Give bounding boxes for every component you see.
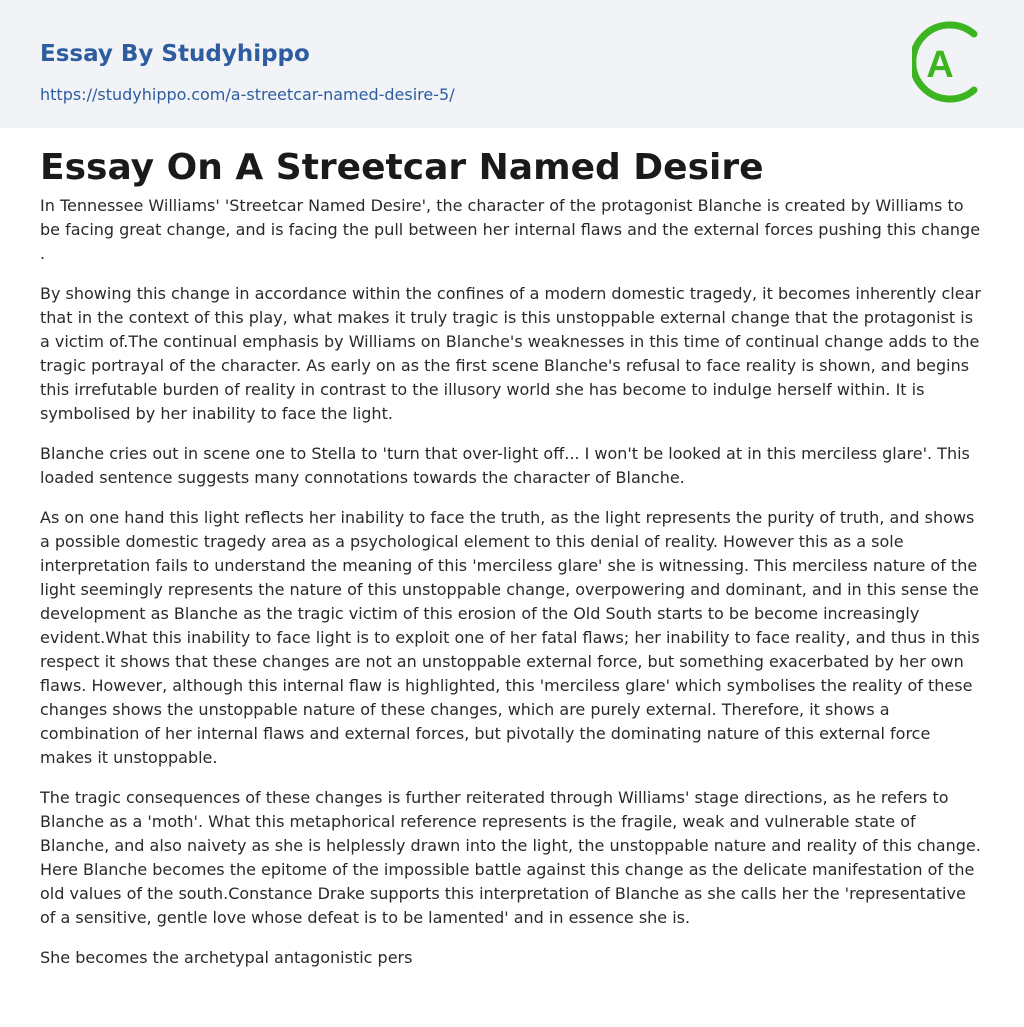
page-title: Essay On A Streetcar Named Desire <box>40 147 764 188</box>
svg-text:A: A <box>926 44 954 86</box>
essay-paragraph: As on one hand this light reflects her inability to face the truth, as the light represents the purity of truth, and shows a possible domestic tragedy area as a psychological element to this denial of reality. However this as a sole interpretation fails to understand the meaning of this 'merciless glare' she is witnessing. This merciless nature of the light seemingly represents the nature of this unstoppable change, overpowering and dominant, and in this sense the development as Blanche as the tragic victim of this erosion of the Old South starts to be become increasingly evident.What this inability to face light is to exploit one of her fatal flaws; her inability to face reality, and thus in this respect it shows that these changes are not an unstoppable external force, but something exacerbated by her own flaws. However, although this internal flaw is highlighted, this 'merciless glare' which symbolises the reality of these changes shows the unstoppable nature of these changes, which are purely external. Therefore, it shows a combination of her internal flaws and external forces, but pivotally the dominating nature of this external force makes it unstoppable. <box>40 508 980 767</box>
essay-paragraph: The tragic consequences of these changes is further reiterated through Williams' stage directions, as he refers to Blanche as a 'moth'. What this metaphorical reference represents is the fragile, weak and vulnerable state of Blanche, and also naivety as she is helplessly drawn into the light, the unstoppable nature and reality of this change. Here Blanche becomes the epitome of the impossible battle against this change as the delicate manifestation of the old values of the south.Constance Drake supports this interpretation of Blanche as she calls her the 'representative of a sensitive, gentle love whose defeat is to be lamented' and in essence she is. <box>40 788 981 927</box>
essay-paragraph: She becomes the archetypal antagonistic pers <box>40 948 413 967</box>
essay-paragraph: In Tennessee Williams' 'Streetcar Named Desire', the character of the protagonist Blanche is created by Williams to be facing great change, and is facing the pull between her internal flaws and the external forces pushing this change . <box>40 196 981 263</box>
essay-paragraph: By showing this change in accordance within the confines of a modern domestic tragedy, it becomes inherently clear that in the context of this play, what makes it truly tragic is this unstoppable external change that the protagonist is a victim of.The continual emphasis by Williams on Blanche's weaknesses in this time of continual change adds to the tragic portrayal of the character. As early on as the first scene Blanche's refusal to face reality is shown, and begins this irrefutable burden of reality in contrast to the illusory world she has become to indulge herself within. It is symbolised by her inability to face the light. <box>40 284 981 423</box>
studyhippo-logo-icon[interactable] <box>912 18 988 106</box>
site-brand[interactable]: Essay By Studyhippo <box>40 41 310 67</box>
essay-paragraph: Blanche cries out in scene one to Stella to 'turn that over-light off... I won't be looked at in this merciless glare'. This loaded sentence suggests many connotations towards the character of Blanche. <box>40 444 970 487</box>
page-url-link[interactable]: https://studyhippo.com/a-streetcar-named-desire-5/ <box>40 85 455 104</box>
essay-body <box>40 194 986 986</box>
